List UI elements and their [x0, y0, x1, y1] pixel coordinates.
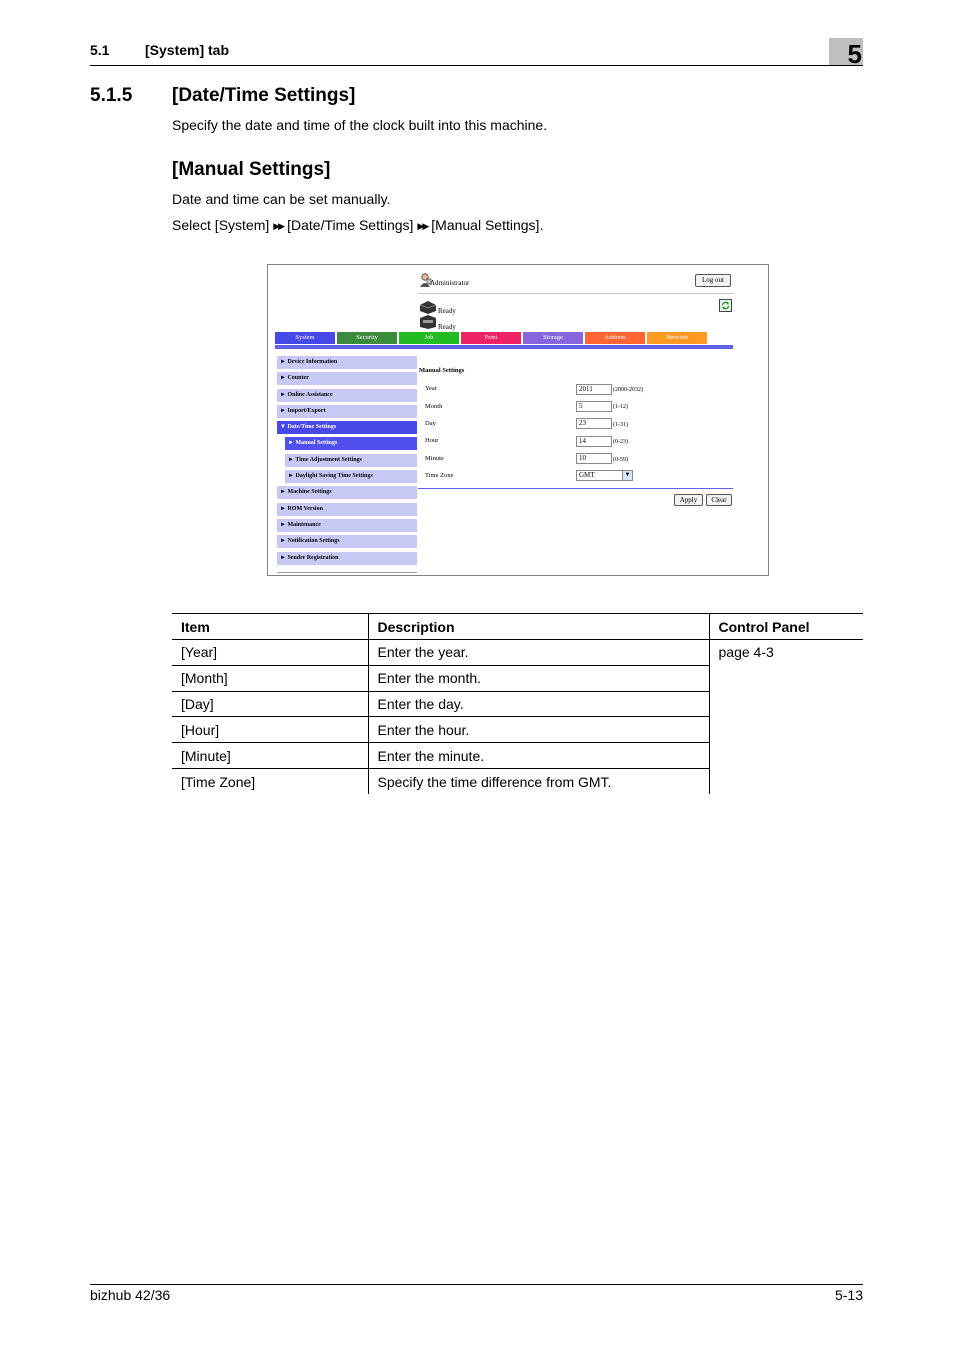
timezone-value: GMT: [579, 471, 595, 479]
minute-range: (0-59): [613, 457, 628, 463]
tab-network[interactable]: Network: [647, 332, 707, 344]
printer-icon: [419, 300, 437, 314]
menu-item-date-time-settings[interactable]: ▼ Date/Time Settings: [277, 421, 417, 434]
tab-job[interactable]: Job: [399, 332, 459, 344]
item-cell: [Hour]: [172, 717, 368, 743]
menu-item-daylight-saving-time-settings[interactable]: ► Daylight Saving Time Settings: [285, 470, 417, 483]
tab-print[interactable]: Print: [461, 332, 521, 344]
tab-security[interactable]: Security: [337, 332, 397, 344]
section-title-text: [Date/Time Settings]: [172, 85, 356, 106]
menu-item-import-export[interactable]: ► Import/Export: [277, 405, 417, 418]
item-cell: [Day]: [172, 691, 368, 717]
year-range: (2000-2032): [613, 387, 643, 393]
nav-step-2: [Manual Settings].: [431, 217, 544, 233]
subsection-title: [Manual Settings]: [172, 159, 331, 180]
clear-button[interactable]: Clear: [706, 494, 732, 506]
description-cell: Enter the month.: [368, 665, 709, 691]
user-label: Administrator: [430, 279, 470, 287]
section-title: [90, 85, 355, 107]
apply-button[interactable]: Apply: [674, 494, 703, 506]
table-header-row: [172, 614, 863, 640]
logout-button[interactable]: Log out: [695, 274, 731, 287]
tab-address[interactable]: Address: [585, 332, 645, 344]
year-input[interactable]: 2011: [576, 384, 612, 395]
day-label: Day: [425, 420, 436, 427]
menu-item-rom-version[interactable]: ► ROM Version: [277, 503, 417, 516]
menu-item-manual-settings[interactable]: ► Manual Settings: [285, 437, 417, 450]
minute-label: Minute: [425, 455, 444, 462]
section-intro: Specify the date and time of the clock built into this machine.: [172, 117, 548, 133]
hour-label: Hour: [425, 437, 439, 444]
header-section-number: 5.1: [90, 42, 110, 58]
subsection-text: Date and time can be set manually.: [172, 191, 391, 207]
hour-range: (0-23): [613, 439, 628, 445]
tab-system[interactable]: System: [275, 332, 335, 344]
status-text-1: Ready: [438, 307, 456, 315]
description-cell: Enter the day.: [368, 691, 709, 717]
description-cell: Enter the minute.: [368, 743, 709, 769]
day-range: (1-31): [613, 422, 628, 428]
status-text-2: Ready: [438, 323, 456, 331]
navigation-path: [172, 217, 543, 233]
menu-item-maintenance[interactable]: ► Maintenance: [277, 519, 417, 532]
footer-product: bizhub 42/36: [90, 1287, 171, 1303]
main-tabs: [275, 332, 709, 344]
menu-item-device-information[interactable]: ► Device Information: [277, 356, 417, 369]
month-range: (1-12): [613, 404, 628, 410]
description-cell: Specify the time difference from GMT.: [368, 768, 709, 794]
web-connection-screenshot: [267, 264, 769, 576]
header-description: Description: [368, 614, 709, 640]
year-label: Year: [425, 385, 437, 392]
item-cell: [Minute]: [172, 743, 368, 769]
double-arrow-icon: ▶▶: [417, 221, 428, 231]
menu-item-counter[interactable]: ► Counter: [277, 372, 417, 385]
menu-divider: [277, 572, 417, 573]
nav-step-1: [Date/Time Settings]: [287, 217, 414, 233]
day-input[interactable]: 23: [576, 418, 612, 429]
footer-page-number: 5-13: [834, 1287, 863, 1303]
double-arrow-icon: ▶▶: [273, 221, 284, 231]
chapter-number: 5: [829, 38, 863, 65]
section-number: 5.1.5: [90, 85, 133, 106]
header-divider: [418, 293, 734, 294]
timezone-label: Time Zone: [425, 472, 454, 479]
month-label: Month: [425, 403, 443, 410]
chevron-down-icon: ▼: [622, 471, 632, 480]
item-cell: [Month]: [172, 665, 368, 691]
scanner-icon: [419, 315, 437, 329]
control-panel-cell: page 4-3: [718, 644, 774, 660]
form-divider: [418, 488, 733, 489]
menu-item-sender-registration[interactable]: ► Sender Registration: [277, 552, 417, 565]
header-section-title: [System] tab: [145, 42, 230, 58]
table-row: [172, 640, 863, 666]
form-title: Manual Settings: [419, 367, 465, 374]
hour-input[interactable]: 14: [576, 436, 612, 447]
footer-rule: [90, 1284, 863, 1285]
menu-item-time-adjustment-settings[interactable]: ► Time Adjustment Settings: [285, 454, 417, 467]
running-header: [90, 42, 229, 58]
description-cell: Enter the hour.: [368, 717, 709, 743]
header-rule: [90, 65, 863, 66]
nav-prefix: Select [System]: [172, 217, 270, 233]
item-cell: [Year]: [172, 640, 368, 666]
item-cell: [Time Zone]: [172, 768, 368, 794]
settings-table: [172, 613, 863, 794]
header-item: Item: [172, 614, 368, 640]
menu-item-notification-settings[interactable]: ► Notification Settings: [277, 535, 417, 548]
menu-item-machine-settings[interactable]: ► Machine Settings: [277, 486, 417, 499]
header-control-panel: Control Panel: [709, 614, 863, 640]
timezone-select[interactable]: [576, 470, 633, 481]
menu-item-online-assistance[interactable]: ► Online Assistance: [277, 389, 417, 402]
tab-underline: [275, 345, 733, 349]
tab-storage[interactable]: Storage: [523, 332, 583, 344]
refresh-icon[interactable]: [719, 299, 732, 312]
side-menu: [277, 356, 417, 568]
month-input[interactable]: 5: [576, 401, 612, 412]
minute-input[interactable]: 10: [576, 453, 612, 464]
description-cell: Enter the year.: [368, 640, 709, 666]
